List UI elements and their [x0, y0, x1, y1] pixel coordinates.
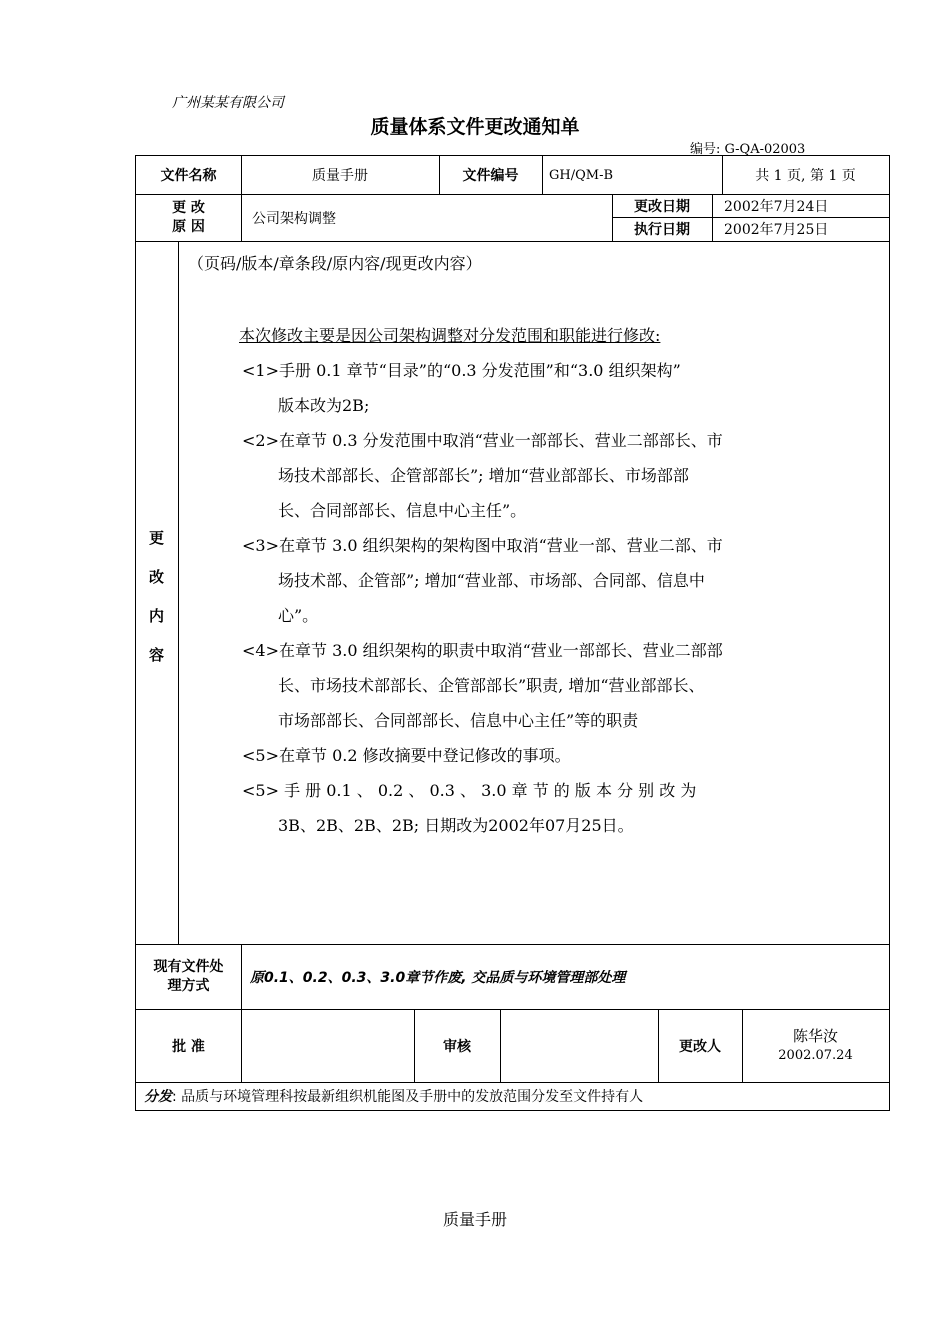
- content-intro: 本次修改主要是因公司架构调整对分发范围和职能进行修改:: [239, 326, 661, 345]
- changer-value: [742, 1009, 889, 1082]
- page-footer: 质量手册: [442, 1210, 507, 1229]
- row-divider: [136, 241, 889, 242]
- change-item-1: [242, 353, 822, 423]
- change-item-4: [242, 633, 822, 738]
- content-label-char: 更: [149, 529, 165, 547]
- change-item-line: <4>在章节 3.0 组织架构的职责中取消“营业一部部长、营业二部部: [242, 641, 723, 660]
- change-reason-value: 公司架构调整: [252, 210, 336, 227]
- disposal-method: 原0.1、0.2、0.3、3.0章节作废, 交品质与环境管理部处理: [250, 969, 626, 986]
- file-name-label: 文件名称: [160, 168, 217, 184]
- change-reason-label-line2: 原 因: [172, 218, 205, 235]
- distribution: [144, 1082, 884, 1110]
- change-item-3: [242, 528, 822, 633]
- distribution-label: 分发: [144, 1089, 172, 1105]
- change-date-value: 2002年7月24日: [724, 198, 829, 215]
- file-no-label: 文件编号: [462, 168, 519, 184]
- change-item-line: <5>在章节 0.2 修改摘要中登记修改的事项。: [242, 746, 571, 765]
- change-item-line: 市场部部长、合同部部长、信息中心主任”等的职责: [278, 711, 639, 730]
- distribution-text: : 品质与环境管理科按最新组织机能图及手册中的发放范围分发至文件持有人: [172, 1089, 644, 1105]
- exec-date-value: 2002年7月25日: [724, 222, 829, 238]
- change-reason-label-line1: 更 改: [172, 199, 205, 216]
- disposal-label: [136, 944, 241, 1009]
- content-label-char: 容: [149, 646, 165, 664]
- disposal-label-line2: 理方式: [167, 977, 210, 994]
- change-item-6: [242, 773, 822, 843]
- col-divider: [241, 944, 242, 1009]
- content-label-char: 内: [149, 607, 165, 625]
- change-item-line: <3>在章节 3.0 组织架构的架构图中取消“营业一部、营业二部、市: [242, 536, 723, 555]
- change-item-line: <2>在章节 0.3 分发范围中取消“营业一部部长、营业二部部长、市: [242, 431, 723, 450]
- form-title: 质量体系文件更改通知单: [370, 116, 580, 138]
- page-info: 共 1 页, 第 1 页: [755, 168, 856, 184]
- change-item-line: 心”。: [278, 606, 319, 625]
- col-divider: [241, 194, 242, 241]
- change-item-line: 场技术部、企管部”; 增加“营业部、市场部、合同部、信息中: [278, 571, 705, 590]
- col-divider: [542, 156, 543, 194]
- changer-label: 更改人: [679, 1038, 721, 1055]
- change-item-2: [242, 423, 822, 528]
- changer-name: 陈华汝: [792, 1026, 838, 1045]
- change-item-line: 场技术部部长、企管部部长”; 增加“营业部部长、市场部部: [278, 466, 689, 485]
- col-divider: [178, 241, 179, 944]
- file-name-value: 质量手册: [312, 168, 368, 184]
- content-label-char: 改: [149, 568, 165, 586]
- change-item-5: [242, 738, 822, 773]
- review-label: 审核: [443, 1038, 471, 1055]
- change-item-line: 长、市场技术部部长、企管部部长”职责, 增加“营业部部长、: [278, 676, 705, 695]
- approve-value: [241, 1009, 414, 1082]
- change-date-label: 更改日期: [634, 198, 690, 215]
- doc-number: 编号: G-QA-02003: [690, 142, 806, 157]
- change-item-line: <1>手册 0.1 章节“目录”的“0.3 分发范围”和“3.0 组织架构”: [242, 361, 681, 380]
- change-reason-label: [136, 194, 241, 241]
- exec-date-label: 执行日期: [634, 222, 690, 238]
- content-hint: （页码/版本/章条段/原内容/现更改内容）: [188, 254, 482, 273]
- file-no-value: GH/QM-B: [549, 167, 614, 183]
- disposal-label-line1: 现有文件处: [153, 958, 224, 975]
- change-item-line: 版本改为2B;: [278, 396, 370, 415]
- change-item-line: 3B、2B、2B、2B; 日期改为2002年07月25日。: [278, 816, 634, 835]
- change-notice-form: [135, 155, 890, 1111]
- company-name: 广州某某有限公司: [172, 95, 284, 111]
- review-value: [500, 1009, 658, 1082]
- col-divider: [712, 194, 713, 241]
- changer-date: 2002.07.24: [778, 1047, 853, 1063]
- change-item-line: 长、合同部部长、信息中心主任”。: [278, 501, 527, 520]
- approve-label: 批 准: [172, 1038, 205, 1055]
- change-item-line: <5> 手 册 0.1 、 0.2 、 0.3 、 3.0 章 节 的 版 本 分 别 改 为: [242, 781, 697, 800]
